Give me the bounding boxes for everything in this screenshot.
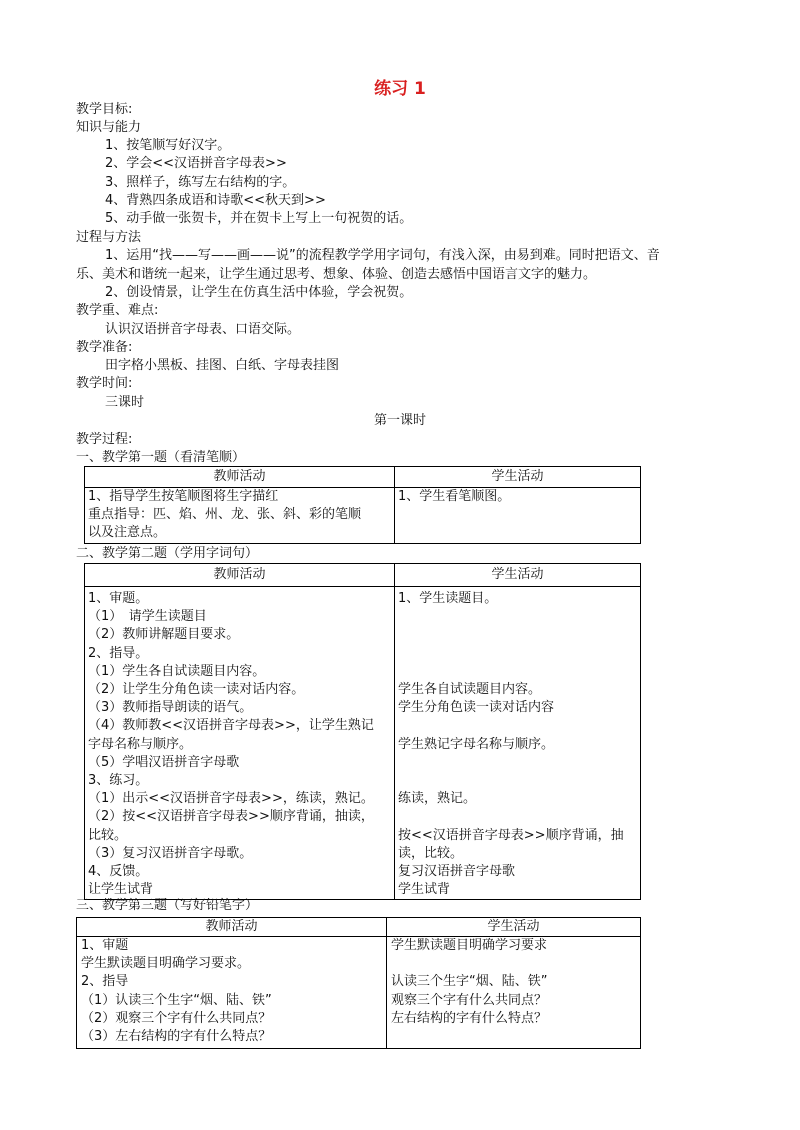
teacher-activity-cell [85,488,395,544]
table-line: （3）教师指导朗读的语气。 [88,700,253,716]
table-line: 1、学生看笔顺图。 [398,489,511,504]
preparation: 田字格小黑板、挂图、白纸、字母表挂图 [105,358,340,373]
key-points-heading: 教学重、难点: [76,303,159,318]
table-line: 4、反馈。 [88,864,149,880]
table-line: 学生分角色读一读对话内容 [398,700,555,716]
teacher-activity-cell [85,587,395,900]
table-line: （2）按<<汉语拼音字母表>>顺序背诵，抽读， [88,809,374,825]
table-line: 1、审题。 [88,591,149,606]
student-activity-header: 学生活动 [395,564,641,587]
table-line: 学生各自试读题目内容。 [398,681,542,697]
student-activity-header: 学生活动 [395,467,641,488]
section1-table [84,466,641,544]
process-item-continuation: 乐、美术和谐统一起来，让学生通过思考、想象、体验、创造去感悟中国语言文字的魅力。 [76,267,597,282]
table-line: 左右结构的字有什么特点？ [391,1010,548,1026]
table-line [398,663,640,681]
table-line: （2）教师讲解题目要求。 [88,627,240,643]
student-activity-cell [395,488,641,544]
section3-table [76,917,641,1049]
table-line: 学生默读题目明确学习要求 [391,938,548,953]
teacher-activity-cell [77,937,387,1049]
table-line: 复习汉语拼音字母歌 [398,863,516,879]
lesson-title: 第一课时 [373,413,426,428]
table-line: 读，比较。 [398,845,464,861]
table-line: （5）学唱汉语拼音字母歌 [88,754,240,770]
knowledge-item: 4、背熟四条成语和诗歌<<秋天到>> [105,193,326,208]
table-line: 学生试背 [398,882,451,898]
process-item: 2、创设情景，让学生在仿真生活中体验，学会祝贺。 [105,285,413,300]
table-line: （1）学生各自试读题目内容。 [88,663,266,679]
time-heading: 教学时间: [76,376,133,391]
table-line [398,808,640,826]
table-line: （1）出示<<汉语拼音字母表>>，练读，熟记。 [88,791,374,807]
table-line: 让学生试背 [88,882,154,898]
knowledge-item: 1、按笔顺写好汉字。 [105,138,231,153]
table-line: 1、审题 [81,938,129,953]
table-line: （4）教师教<<汉语拼音字母表>>，让学生熟记 [88,718,374,734]
section1-heading: 一、教学第一题（看清笔顺） [76,450,246,465]
teacher-activity-header: 教师活动 [77,918,387,937]
process-heading: 过程与方法 [76,230,142,245]
table-line: 学生熟记字母名称与顺序。 [398,736,555,752]
table-line [398,626,640,644]
page-title: 练习 1 [374,79,426,99]
table-line: 3、练习。 [88,773,149,789]
table-line: 1、指导学生按笔顺图将生字描红 [88,489,279,504]
teacher-activity-header: 教师活动 [85,564,395,587]
knowledge-item: 3、照样子，练写左右结构的字。 [105,175,296,190]
table-line: 重点指导：匹、焰、州、龙、张、斜、彩的笔顺 [88,507,362,523]
section2-table [84,563,641,900]
section3-heading: 三、教学第三题（写好铅笔字） [76,898,259,913]
preparation-heading: 教学准备: [76,340,133,355]
knowledge-item: 2、学会<<汉语拼音字母表>> [105,156,287,171]
table-line: 观察三个字有什么共同点？ [391,992,548,1008]
table-line: （1）认读三个生字“烟、陆、铁” [81,992,272,1008]
table-line: （1） 请学生读题目 [88,609,207,625]
student-activity-cell [387,937,641,1049]
table-line [398,717,640,735]
procedure-heading: 教学过程: [76,432,133,447]
objectives-heading: 教学目标: [76,102,133,117]
student-activity-header: 学生活动 [387,918,641,937]
process-item: 1、运用“找——写——画——说”的流程教学学用字词句，有浅入深，由易到难。同时把语文、音 [105,248,660,263]
knowledge-item: 5、动手做一张贺卡，并在贺卡上写上一句祝贺的话。 [105,211,413,226]
table-line [398,772,640,790]
table-line: （3）复习汉语拼音字母歌。 [88,845,253,861]
table-line [398,645,640,663]
table-line: （3）左右结构的字有什么特点？ [81,1029,272,1045]
key-points: 认识汉语拼音字母表、口语交际。 [105,322,301,337]
table-line [398,608,640,626]
time: 三课时 [105,395,145,410]
table-line [391,955,640,973]
table-line: （2）让学生分角色读一读对话内容。 [88,682,305,698]
section2-heading: 二、教学第二题（学用字词句） [76,546,259,561]
table-line: 按<<汉语拼音字母表>>顺序背诵，抽 [398,827,624,843]
table-line: 认读三个生字“烟、陆、铁” [391,974,548,990]
table-line: 2、指导。 [88,645,149,661]
teacher-activity-header: 教师活动 [85,467,395,488]
table-line: 练读，熟记。 [398,791,477,807]
table-line [398,754,640,772]
student-activity-cell [395,587,641,900]
table-line: 以及注意点。 [88,525,167,541]
table-line: （2）观察三个字有什么共同点？ [81,1010,272,1026]
table-line: 学生默读题目明确学习要求。 [81,956,251,972]
knowledge-heading: 知识与能力 [76,120,142,135]
table-line: 2、指导 [81,974,129,990]
table-line: 字母名称与顺序。 [88,736,193,752]
table-line: 1、学生读题目。 [398,591,498,606]
table-line: 比较。 [88,827,128,843]
